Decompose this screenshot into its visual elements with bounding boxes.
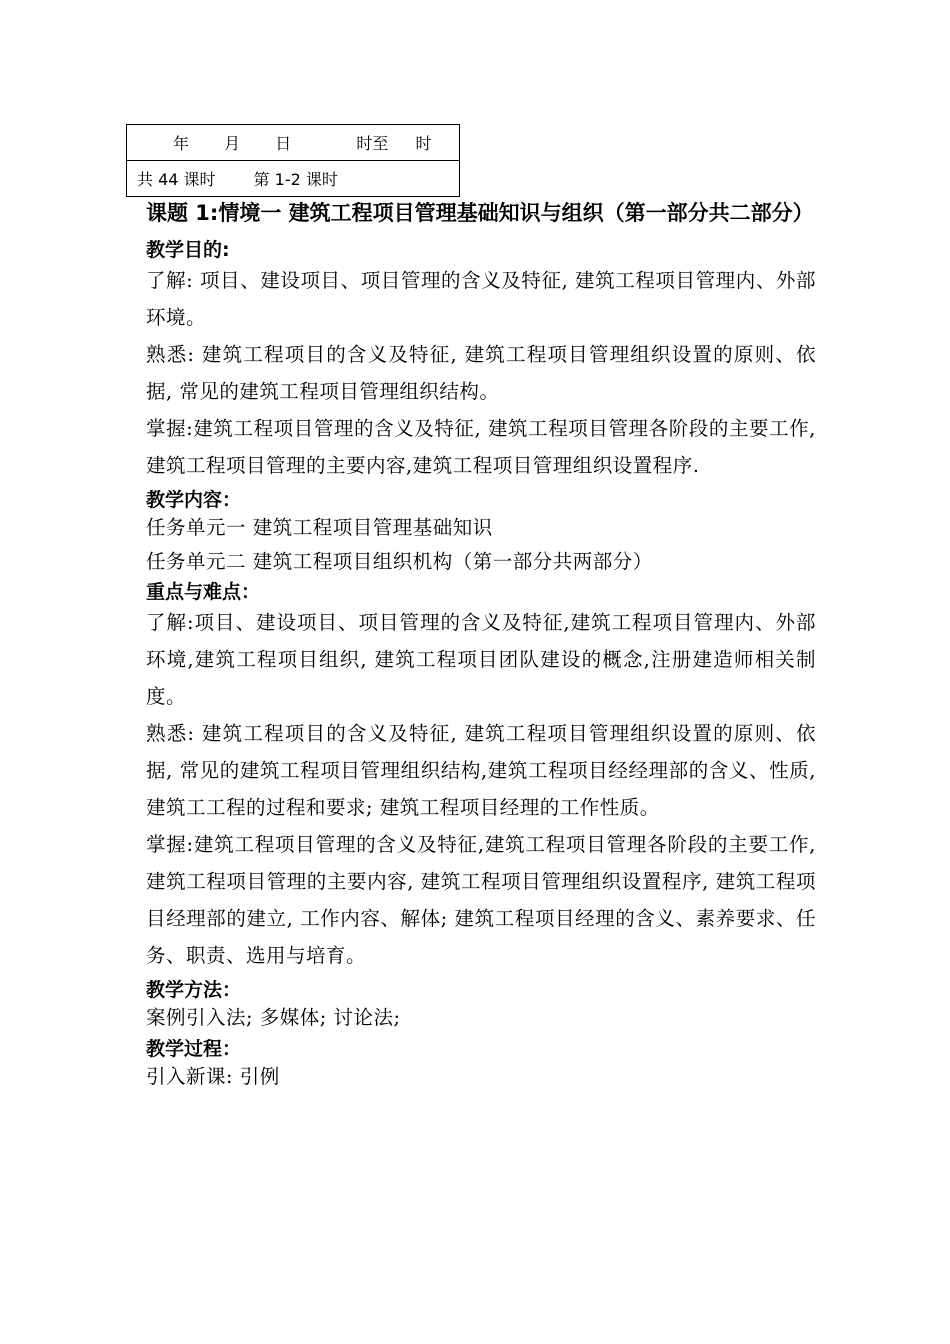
lesson-content (146, 196, 816, 1092)
process-paragraph: 引入新课: 引例 (146, 1065, 280, 1088)
current-hours: 第 1-2 课时 (253, 170, 338, 189)
process-heading: 教学过程： (146, 1038, 242, 1060)
day-label: 日 (275, 134, 292, 153)
from-hour-label: 时至 (356, 134, 389, 153)
objectives-paragraph: 了解: 项目、建设项目、项目管理的含义及特征, 建筑工程项目管理内、外部环境。 (146, 269, 816, 329)
key-points-paragraph: 掌握:建筑工程项目管理的含义及特征,建筑工程项目管理各阶段的主要工作, 建筑工程项目管理的主要内容, 建筑工程项目管理组织设置程序, 建筑工程项目经理部的建立, 工作内容、解体; 建筑工程项目经理的含义、素养要求、任务、职责、选用与培育。 (146, 833, 816, 967)
key-points-paragraph: 熟悉: 建筑工程项目的含义及特征, 建筑工程项目管理组织设置的原则、依据, 常见的建筑工程项目管理组织结构,建筑工程项目经经理部的含义、性质, 建筑工工程的过程和要求; 建筑工程项目经理的工作性质。 (146, 722, 816, 819)
content-paragraph: 任务单元二 建筑工程项目组织机构（第一部分共两部分） (146, 550, 653, 573)
methods-heading: 教学方法： (146, 979, 242, 1001)
total-hours: 共 44 课时 (137, 170, 216, 189)
key-points-heading: 重点与难点： (146, 581, 261, 603)
content-heading: 教学内容： (146, 489, 242, 511)
content-paragraph: 任务单元一 建筑工程项目管理基础知识 (146, 516, 493, 539)
date-row (127, 125, 460, 161)
month-label: 月 (224, 134, 241, 153)
header-info-table (126, 124, 460, 197)
methods-paragraph: 案例引入法; 多媒体; 讨论法; (146, 1006, 401, 1029)
to-hour-label: 时 (415, 134, 432, 153)
key-points-paragraph: 了解:项目、建设项目、项目管理的含义及特征,建筑工程项目管理内、外部环境,建筑工程项目组织, 建筑工程项目团队建设的概念,注册建造师相关制度。 (146, 611, 816, 708)
objectives-heading: 教学目的: (146, 239, 230, 261)
objectives-paragraph: 熟悉: 建筑工程项目的含义及特征, 建筑工程项目管理组织设置的原则、依据, 常见的建筑工程项目管理组织结构。 (146, 343, 816, 403)
lesson-title: 课题 1:情境一 建筑工程项目管理基础知识与组织（第一部分共二部分） (146, 201, 814, 225)
year-label: 年 (173, 134, 190, 153)
objectives-paragraph: 掌握:建筑工程项目管理的含义及特征, 建筑工程项目管理各阶段的主要工作, 建筑工程项目管理的主要内容,建筑工程项目管理组织设置程序. (146, 417, 816, 477)
hours-row (127, 161, 460, 197)
